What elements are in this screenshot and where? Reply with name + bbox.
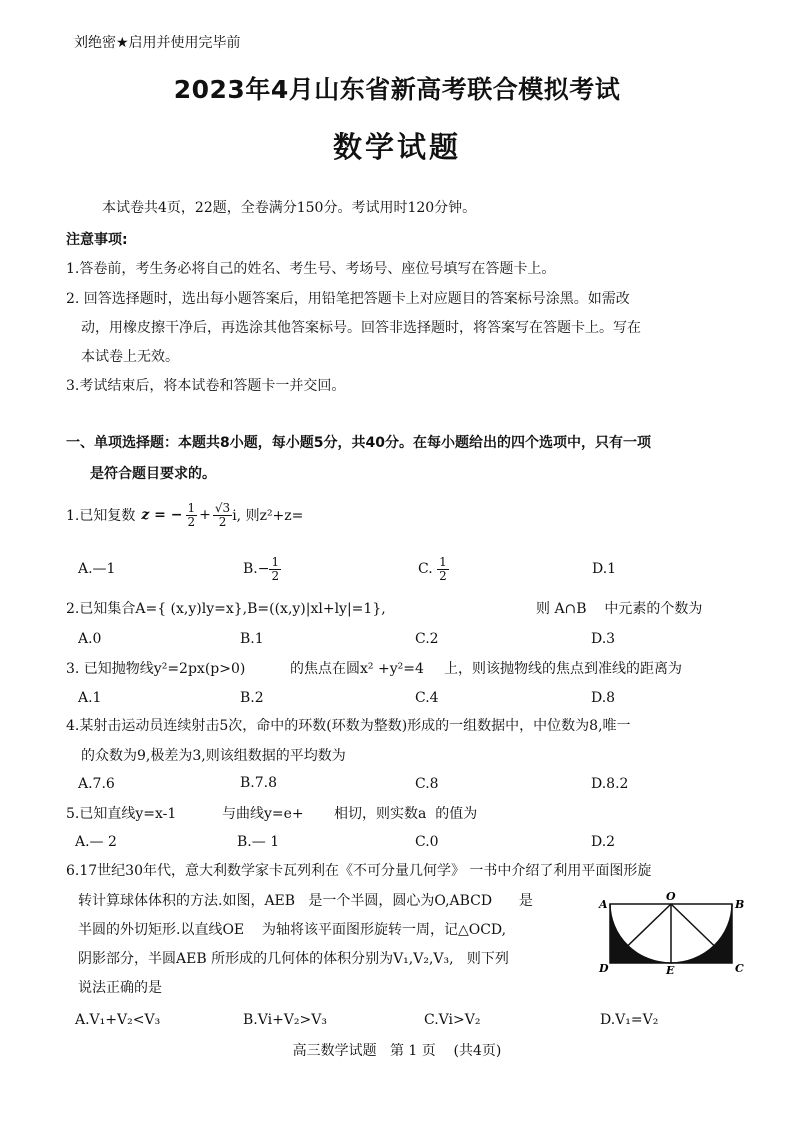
question-3: 3. 已知抛物线y²=2px(p>0) <box>66 661 246 677</box>
question-4-line-2: 的众数为9,极差为3,则该组数据的平均数为 <box>81 748 346 764</box>
q1-option-c-fraction <box>437 556 449 583</box>
fraction-numerator: 1 <box>271 554 280 569</box>
label-o: O <box>666 890 676 903</box>
q1-option-d: D.1 <box>592 561 617 577</box>
question-5-mid: 与曲线y=e+ <box>222 806 304 822</box>
q6-option-c: C.Vi>V₂ <box>424 1012 481 1028</box>
q4-option-a: A.7.6 <box>78 776 115 792</box>
confidential-label: 刘绝密★启用并使用完毕前 <box>74 35 241 51</box>
question-5: 5.已知直线y=x-1 <box>66 806 177 822</box>
label-e: E <box>666 964 675 977</box>
question-1-z-eq: z = − <box>141 507 183 523</box>
fraction-numerator: 1 <box>187 500 196 515</box>
note-item-2-line-2: 动，用橡皮擦干净后，再选涂其他答案标号。回答非选择题时，将答案写在答题卡上。写在 <box>81 320 641 336</box>
fraction-denominator: 2 <box>187 514 196 529</box>
note-item-1: 1.答卷前，考生务必将自己的姓名、考生号、考场号、座位号填写在答题卡上。 <box>66 261 556 277</box>
q2-option-d: D.3 <box>591 631 616 647</box>
q2-option-b: B.1 <box>240 631 264 647</box>
question-3-mid: 的焦点在圆x² +y²=4 <box>290 661 424 677</box>
option-label: B.− <box>243 561 270 577</box>
q3-option-a: A.1 <box>78 690 102 706</box>
question-6-line-3: 半圆的外切矩形.以直线OE 为轴将该平面图形旋转一周，记△OCD, <box>78 922 507 938</box>
fraction-denominator: 2 <box>439 568 447 583</box>
semicircle-rectangle-figure <box>596 888 746 978</box>
question-1-fraction-2 <box>213 502 232 529</box>
note-item-2-line-3: 本试卷上无效。 <box>81 349 179 365</box>
question-5-tail: 相切，则实数a 的值为 <box>334 806 478 822</box>
note-item-2-line-1: 2. 回答选择题时，选出每小题答案后，用铅笔把答题卡上对应题目的答案标号涂黑。如需改 <box>66 291 630 307</box>
question-1 <box>66 497 303 533</box>
q6-option-b: B.Vi+V₂>V₃ <box>243 1012 327 1028</box>
q3-option-b: B.2 <box>240 690 264 706</box>
q3-option-c: C.4 <box>415 690 439 706</box>
question-6-line-4: 阴影部分，半圆AEB 所形成的几何体的体积分别为V₁,V₂,V₃, 则下列 <box>78 951 509 967</box>
notes-heading: 注意事项: <box>66 232 128 248</box>
q5-option-d: D.2 <box>591 834 616 850</box>
section-heading-line-2: 是符合题目要求的。 <box>90 466 216 482</box>
question-6-line-5: 说法正确的是 <box>78 980 162 996</box>
q4-option-d: D.8.2 <box>591 776 629 792</box>
fraction-denominator: 2 <box>218 514 227 529</box>
section-heading-line-1: 一、单项选择题：本题共8小题，每小题5分，共40分。在每小题给出的四个选项中，只有一项 <box>66 435 651 451</box>
q4-option-b: B.7.8 <box>240 775 278 791</box>
fraction-numerator: √3 <box>214 500 231 515</box>
fraction-numerator: 1 <box>439 554 447 569</box>
q1-option-a: A.—1 <box>78 561 116 577</box>
intro-text: 本试卷共4页，22题，全卷满分150分。考试用时120分钟。 <box>102 200 477 216</box>
q6-option-a: A.V₁+V₂<V₃ <box>75 1012 161 1028</box>
question-1-suffix: i, 则z²+z= <box>232 508 304 524</box>
q2-option-a: A.0 <box>78 631 102 647</box>
fraction-denominator: 2 <box>271 568 280 583</box>
option-label: C. <box>418 561 438 577</box>
note-item-3: 3.考试结束后，将本试卷和答题卡一并交回。 <box>66 378 346 394</box>
page-footer: 高三数学试题 第 1 页 (共4页) <box>292 1043 502 1059</box>
exam-subtitle: 数学试题 <box>332 130 461 164</box>
question-2: 2.已知集合A={ (x,y)ly=x},B=((x,y)|xl+ly|=1}, <box>66 601 386 617</box>
question-1-fraction-1 <box>186 502 198 529</box>
question-1-plus: + <box>199 507 211 523</box>
question-6-line-2: 转计算球体体积的方法.如图，AEB 是一个半圆，圆心为O,ABCD 是 <box>78 893 533 909</box>
q1-option-c <box>418 552 449 586</box>
exam-title: 2023年4月山东省新高考联合模拟考试 <box>173 75 621 104</box>
label-d: D <box>599 962 609 975</box>
question-1-prefix: 1.已知复数 <box>66 508 136 524</box>
question-3-tail: 上，则该抛物线的焦点到准线的距离为 <box>444 661 682 677</box>
label-c: C <box>735 962 744 975</box>
q3-option-d: D.8 <box>591 690 616 706</box>
q1-option-b <box>243 552 281 586</box>
q5-option-c: C.0 <box>415 834 439 850</box>
q5-option-b: B.— 1 <box>237 834 280 850</box>
label-a: A <box>599 898 608 911</box>
question-4-line-1: 4.某射击运动员连续射击5次，命中的环数(环数为整数)形成的一组数据中，中位数为8,唯一 <box>66 718 631 734</box>
question-6-line-1: 6.17世纪30年代，意大利数学家卡瓦列利在《不可分量几何学》 一书中介绍了利用平面图形旋 <box>66 863 652 879</box>
q1-option-b-fraction <box>269 556 281 583</box>
q4-option-c: C.8 <box>415 776 439 792</box>
q6-option-d: D.V₁=V₂ <box>600 1012 659 1028</box>
label-b: B <box>735 898 745 911</box>
q5-option-a: A.— 2 <box>75 834 117 850</box>
question-2-tail: 则 A∩B 中元素的个数为 <box>536 601 703 617</box>
q2-option-c: C.2 <box>415 631 439 647</box>
